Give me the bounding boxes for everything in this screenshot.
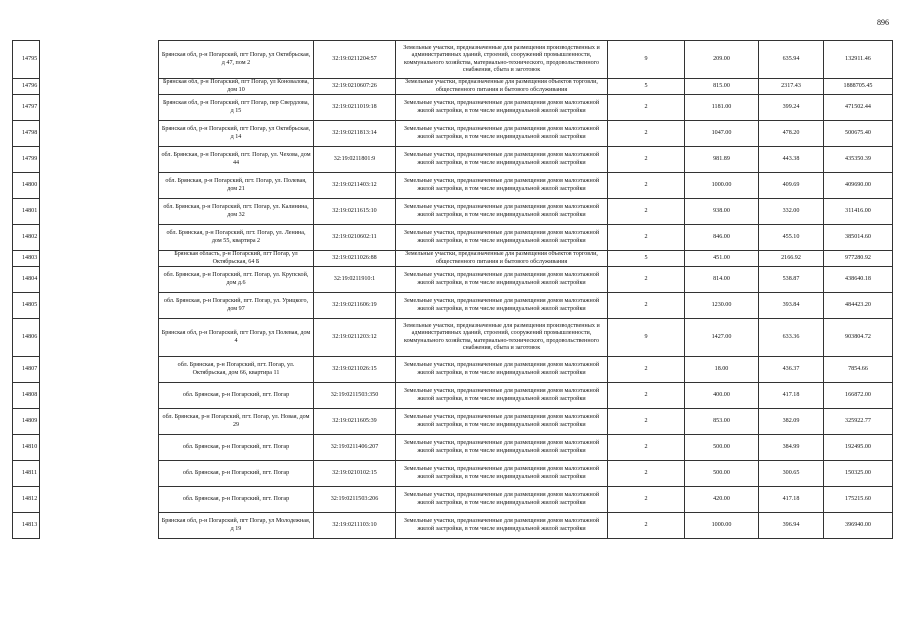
row-spacer: [40, 95, 159, 121]
row-cadastral-value: 311416.00: [824, 199, 893, 225]
row-group: 2: [608, 121, 685, 147]
row-spacer: [40, 409, 159, 435]
row-spacer: [40, 121, 159, 147]
row-area: 815.00: [685, 79, 759, 95]
row-group: 2: [608, 199, 685, 225]
row-group: 2: [608, 487, 685, 513]
table-row: [13, 95, 893, 121]
row-cadastral-value: 325922.77: [824, 409, 893, 435]
row-land-use: Земельные участки, предназначенные для размещения домов малоэтажной жилой застройки, в том числе индивидуальной жилой застройки: [396, 293, 608, 319]
row-cadastral-number: 32:19:0210602:11: [314, 225, 396, 251]
row-group: 9: [608, 319, 685, 357]
row-address: обл. Брянская, р-н Погарский, пгт. Погар, ул. Крупской, дом д.6: [159, 267, 314, 293]
row-cadastral-number: 32:19:0211406:207: [314, 435, 396, 461]
row-group: 2: [608, 461, 685, 487]
table-row: [13, 41, 893, 79]
row-address: обл. Брянская, р-н Погарский, пгт. Погар, ул. Полевая, дом 21: [159, 173, 314, 199]
row-specific-value: 436.37: [759, 357, 824, 383]
row-cadastral-number: 32:19:0211813:14: [314, 121, 396, 147]
row-land-use: Земельные участки, предназначенные для размещения домов малоэтажной жилой застройки, в том числе индивидуальной жилой застройки: [396, 513, 608, 539]
row-specific-value: 384.99: [759, 435, 824, 461]
table-row: [13, 293, 893, 319]
row-specific-value: 300.65: [759, 461, 824, 487]
row-spacer: [40, 199, 159, 225]
row-spacer: [40, 461, 159, 487]
row-number: 14803: [13, 251, 40, 267]
row-number: 14795: [13, 41, 40, 79]
row-land-use: Земельные участки, предназначенные для размещения домов малоэтажной жилой застройки, в том числе индивидуальной жилой застройки: [396, 199, 608, 225]
row-spacer: [40, 225, 159, 251]
row-specific-value: 382.09: [759, 409, 824, 435]
row-specific-value: 2317.43: [759, 79, 824, 95]
row-land-use: Земельные участки, предназначенные для размещения производственных и административных зданий, строений, сооружений промышленности, коммунального хозяйства, материально-технического, продовольственного снабжения, сбыта и заготовок: [396, 41, 608, 79]
row-group: 2: [608, 409, 685, 435]
row-address: обл. Брянская, р-н Погарский, пгт. Погар: [159, 487, 314, 513]
row-specific-value: 396.94: [759, 513, 824, 539]
row-cadastral-value: 471502.44: [824, 95, 893, 121]
row-spacer: [40, 251, 159, 267]
row-cadastral-number: 32:19:0211503:206: [314, 487, 396, 513]
row-specific-value: 633.36: [759, 319, 824, 357]
row-number: 14806: [13, 319, 40, 357]
row-cadastral-value: 438640.18: [824, 267, 893, 293]
row-land-use: Земельные участки, предназначенные для размещения домов малоэтажной жилой застройки, в том числе индивидуальной жилой застройки: [396, 357, 608, 383]
row-group: 5: [608, 79, 685, 95]
row-specific-value: 538.87: [759, 267, 824, 293]
row-cadastral-value: 435350.39: [824, 147, 893, 173]
table-row: [13, 121, 893, 147]
row-spacer: [40, 513, 159, 539]
row-land-use: Земельные участки, предназначенные для размещения домов малоэтажной жилой застройки, в том числе индивидуальной жилой застройки: [396, 267, 608, 293]
row-cadastral-number: 32:19:0211606:19: [314, 293, 396, 319]
row-number: 14807: [13, 357, 40, 383]
row-specific-value: 332.00: [759, 199, 824, 225]
row-specific-value: 443.38: [759, 147, 824, 173]
row-address: Брянская обл, р-н Погарский, пгт Погар, ул Коновалова, дом 10: [159, 79, 314, 95]
row-cadastral-number: 32:19:0211026:15: [314, 357, 396, 383]
row-area: 500.00: [685, 461, 759, 487]
row-number: 14808: [13, 383, 40, 409]
page-number: 896: [877, 18, 889, 27]
row-group: 2: [608, 267, 685, 293]
row-specific-value: 409.69: [759, 173, 824, 199]
row-cadastral-number: 32:19:0211605:39: [314, 409, 396, 435]
table-row: [13, 487, 893, 513]
row-cadastral-number: 32:19:0210607:26: [314, 79, 396, 95]
row-number: 14805: [13, 293, 40, 319]
row-area: 209.00: [685, 41, 759, 79]
row-cadastral-value: 150325.00: [824, 461, 893, 487]
table-row: [13, 435, 893, 461]
row-cadastral-value: 977280.92: [824, 251, 893, 267]
row-cadastral-number: 32:19:0211103:10: [314, 513, 396, 539]
row-number: 14809: [13, 409, 40, 435]
row-area: 1000.00: [685, 513, 759, 539]
row-address: обл. Брянская, р-н Погарский, пгт. Погар, ул. Октябрьская, дом 66, квартира 11: [159, 357, 314, 383]
row-number: 14804: [13, 267, 40, 293]
table-row: [13, 173, 893, 199]
land-registry-table: [12, 40, 893, 539]
row-cadastral-value: 409690.00: [824, 173, 893, 199]
row-address: Брянская обл, р-н Погарский, пгт Погар, ул Полевая, дом 4: [159, 319, 314, 357]
row-area: 420.00: [685, 487, 759, 513]
row-area: 814.00: [685, 267, 759, 293]
row-spacer: [40, 319, 159, 357]
row-group: 2: [608, 357, 685, 383]
row-specific-value: 417.18: [759, 383, 824, 409]
row-land-use: Земельные участки, предназначенные для размещения домов малоэтажной жилой застройки, в том числе индивидуальной жилой застройки: [396, 435, 608, 461]
row-spacer: [40, 357, 159, 383]
row-land-use: Земельные участки, предназначенные для размещения домов малоэтажной жилой застройки, в том числе индивидуальной жилой застройки: [396, 121, 608, 147]
row-area: 1000.00: [685, 173, 759, 199]
row-group: 2: [608, 383, 685, 409]
row-address: обл. Брянская, р-н Погарский, пгт. Погар, ул. Ленина, дом 55, квартира 2: [159, 225, 314, 251]
row-area: 500.00: [685, 435, 759, 461]
table-row: [13, 319, 893, 357]
row-area: 938.00: [685, 199, 759, 225]
row-specific-value: 635.94: [759, 41, 824, 79]
row-cadastral-value: 132911.46: [824, 41, 893, 79]
row-spacer: [40, 173, 159, 199]
row-address: обл. Брянская, р-н Погарский, пгт. Погар, ул. Калинина, дом 32: [159, 199, 314, 225]
row-address: обл. Брянская, р-н Погарский, пгт. Погар: [159, 383, 314, 409]
row-area: 18.00: [685, 357, 759, 383]
row-cadastral-value: 7854.66: [824, 357, 893, 383]
row-land-use: Земельные участки, предназначенные для размещения производственных и административных зданий, строений, сооружений промышленности, коммунального хозяйства, материально-технического, продовольственного снабжения, сбыта и заготовок: [396, 319, 608, 357]
table-row: [13, 251, 893, 267]
row-cadastral-number: 32:19:0210102:15: [314, 461, 396, 487]
row-area: 981.89: [685, 147, 759, 173]
row-number: 14810: [13, 435, 40, 461]
row-group: 2: [608, 147, 685, 173]
row-cadastral-value: 396940.00: [824, 513, 893, 539]
row-group: 9: [608, 41, 685, 79]
row-number: 14796: [13, 79, 40, 95]
table-row: [13, 79, 893, 95]
table-row: [13, 383, 893, 409]
row-number: 14811: [13, 461, 40, 487]
row-area: 853.00: [685, 409, 759, 435]
row-group: 2: [608, 225, 685, 251]
row-area: 1047.00: [685, 121, 759, 147]
row-cadastral-value: 175215.60: [824, 487, 893, 513]
row-spacer: [40, 147, 159, 173]
table-row: [13, 513, 893, 539]
row-number: 14798: [13, 121, 40, 147]
row-group: 5: [608, 251, 685, 267]
row-cadastral-number: 32:19:0211019:18: [314, 95, 396, 121]
row-land-use: Земельные участки, предназначенные для размещения домов малоэтажной жилой застройки, в том числе индивидуальной жилой застройки: [396, 225, 608, 251]
row-address: Брянская обл, р-н Погарский, пгт Погар, ул Молодежная, д 19: [159, 513, 314, 539]
row-address: обл. Брянская, р-н Погарский, пгт. Погар, ул. Новая, дом 29: [159, 409, 314, 435]
row-group: 2: [608, 435, 685, 461]
table-row: [13, 267, 893, 293]
row-cadastral-value: 500675.40: [824, 121, 893, 147]
row-group: 2: [608, 95, 685, 121]
row-cadastral-number: 32:19:0211910:1: [314, 267, 396, 293]
row-land-use: Земельные участки, предназначенные для размещения домов малоэтажной жилой застройки, в том числе индивидуальной жилой застройки: [396, 461, 608, 487]
row-land-use: Земельные участки, предназначенные для размещения домов малоэтажной жилой застройки, в том числе индивидуальной жилой застройки: [396, 95, 608, 121]
table-row: [13, 199, 893, 225]
row-specific-value: 478.20: [759, 121, 824, 147]
row-address: Брянская область, р-н Погарский, пгт Погар, ул Октябрьская, 64 Б: [159, 251, 314, 267]
table-row: [13, 461, 893, 487]
row-area: 451.00: [685, 251, 759, 267]
row-cadastral-value: 385014.60: [824, 225, 893, 251]
row-land-use: Земельные участки, предназначенные для размещения домов малоэтажной жилой застройки, в том числе индивидуальной жилой застройки: [396, 173, 608, 199]
row-spacer: [40, 487, 159, 513]
row-cadastral-value: 484423.20: [824, 293, 893, 319]
row-number: 14800: [13, 173, 40, 199]
row-area: 1181.00: [685, 95, 759, 121]
row-group: 2: [608, 293, 685, 319]
row-specific-value: 417.18: [759, 487, 824, 513]
row-address: обл. Брянская, р-н Погарский, пгт. Погар, ул. Чехова, дом 44: [159, 147, 314, 173]
row-number: 14801: [13, 199, 40, 225]
row-area: 1230.00: [685, 293, 759, 319]
row-land-use: Земельные участки, предназначенные для размещения домов малоэтажной жилой застройки, в том числе индивидуальной жилой застройки: [396, 147, 608, 173]
table-row: [13, 225, 893, 251]
row-cadastral-number: 32:19:0211203:12: [314, 319, 396, 357]
row-cadastral-value: 166872.00: [824, 383, 893, 409]
row-area: 1427.00: [685, 319, 759, 357]
row-spacer: [40, 293, 159, 319]
row-cadastral-number: 32:19:0211026:88: [314, 251, 396, 267]
row-number: 14797: [13, 95, 40, 121]
row-land-use: Земельные участки, предназначенные для размещения домов малоэтажной жилой застройки, в том числе индивидуальной жилой застройки: [396, 383, 608, 409]
row-spacer: [40, 435, 159, 461]
row-area: 400.00: [685, 383, 759, 409]
row-land-use: Земельные участки, предназначенные для размещения объектов торговли, общественного питания и бытового обслуживания: [396, 79, 608, 95]
table-row: [13, 357, 893, 383]
row-specific-value: 455.10: [759, 225, 824, 251]
row-land-use: Земельные участки, предназначенные для размещения объектов торговли, общественного питания и бытового обслуживания: [396, 251, 608, 267]
row-address: обл. Брянская, р-н Погарский, пгт. Погар, ул. Урицкого, дом 97: [159, 293, 314, 319]
row-cadastral-number: 32:19:0211801:9: [314, 147, 396, 173]
row-address: Брянская обл, р-н Погарский, пгт Погар, ул Октябрьская, д 14: [159, 121, 314, 147]
table-row: [13, 147, 893, 173]
row-number: 14802: [13, 225, 40, 251]
row-address: Брянская обл, р-н Погарский, пгт Погар, пер Свердлова, д 15: [159, 95, 314, 121]
row-cadastral-value: 192495.00: [824, 435, 893, 461]
row-number: 14799: [13, 147, 40, 173]
row-cadastral-number: 32:19:0211204:57: [314, 41, 396, 79]
row-land-use: Земельные участки, предназначенные для размещения домов малоэтажной жилой застройки, в том числе индивидуальной жилой застройки: [396, 409, 608, 435]
row-number: 14813: [13, 513, 40, 539]
row-spacer: [40, 79, 159, 95]
row-cadastral-number: 32:19:0211615:10: [314, 199, 396, 225]
row-spacer: [40, 41, 159, 79]
row-address: обл. Брянская, р-н Погарский, пгт. Погар: [159, 435, 314, 461]
row-spacer: [40, 267, 159, 293]
row-group: 2: [608, 513, 685, 539]
row-land-use: Земельные участки, предназначенные для размещения домов малоэтажной жилой застройки, в том числе индивидуальной жилой застройки: [396, 487, 608, 513]
row-spacer: [40, 383, 159, 409]
row-specific-value: 2166.92: [759, 251, 824, 267]
row-group: 2: [608, 173, 685, 199]
row-cadastral-number: 32:19:0211403:12: [314, 173, 396, 199]
row-number: 14812: [13, 487, 40, 513]
table-row: [13, 409, 893, 435]
row-address: обл. Брянская, р-н Погарский, пгт. Погар: [159, 461, 314, 487]
row-cadastral-value: 1888705.45: [824, 79, 893, 95]
row-area: 846.00: [685, 225, 759, 251]
row-cadastral-value: 903804.72: [824, 319, 893, 357]
row-cadastral-number: 32:19:0211503:350: [314, 383, 396, 409]
row-address: Брянская обл, р-н Погарский, пгт Погар, ул Октябрьская, д 47, пом 2: [159, 41, 314, 79]
row-specific-value: 393.84: [759, 293, 824, 319]
row-specific-value: 399.24: [759, 95, 824, 121]
